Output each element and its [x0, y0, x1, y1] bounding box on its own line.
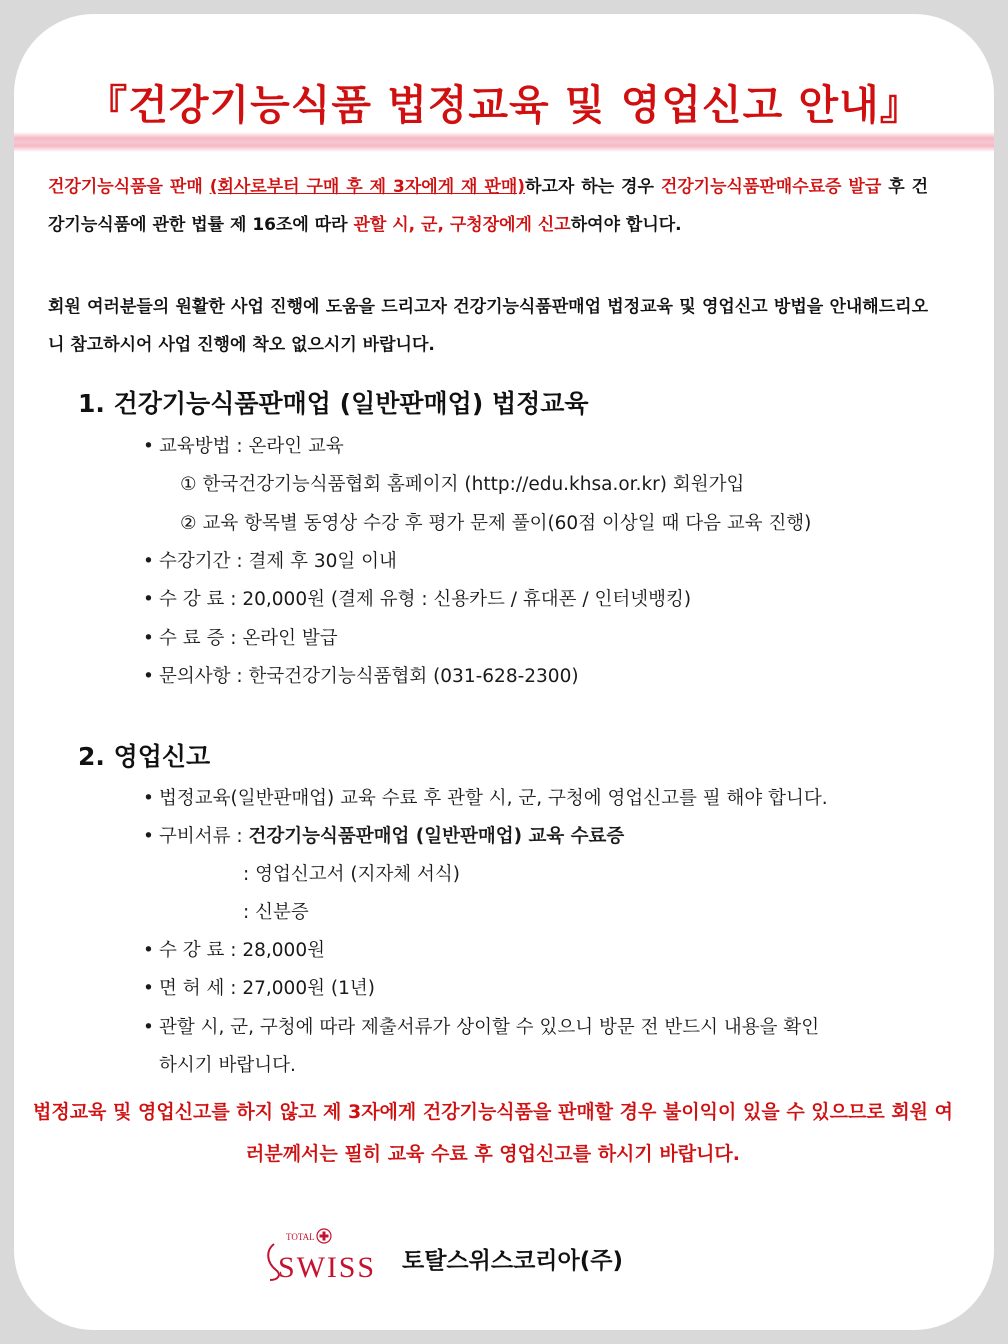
section2-item-note: • 관할 시, 군, 구청에 따라 제출서류가 상이할 수 있으니 방문 전 반드시 내용을 확인	[143, 1013, 819, 1039]
intro-text-3: 후 건강기능식품에 관한 법률 제 16조에 따라	[48, 177, 928, 235]
section2-item-fee: • 수 강 료 : 28,000원	[143, 936, 325, 962]
intro-text-red-1: 건강기능식품을 판매	[48, 177, 210, 197]
cross-icon	[317, 1229, 331, 1243]
section2-item-note-cont: 하시기 바랍니다.	[159, 1055, 296, 1076]
intro-paragraph-2: 회원 여러분들의 원활한 사업 진행에 도움을 드리고자 건강기능식품판매업 법정교육 및 영업신고 방법을 안내해드리오니 참고하시어 사업 진행에 착오 없으시기 바랍니다.	[48, 297, 928, 355]
intro-text-2: 하고자 하는 경우	[525, 177, 661, 197]
section1-item-method: • 교육방법 : 온라인 교육	[143, 432, 344, 458]
logo-main-text: SWISS	[278, 1251, 374, 1282]
section1-item-contact: • 문의사항 : 한국건강기능식품협회 (031-628-2300)	[143, 662, 579, 688]
section2-heading: 2. 영업신고	[78, 742, 211, 771]
logo-small-text: TOTAL	[286, 1232, 315, 1242]
section2-item-form: : 영업신고서 (지자체 서식)	[243, 864, 461, 885]
title-divider	[14, 132, 994, 152]
documents-certificate: 건강기능식품판매업 (일반판매업) 교육 수료증	[248, 826, 625, 847]
section1-item-certificate: • 수 료 증 : 온라인 발급	[143, 624, 338, 650]
section2-item-license-tax: • 면 허 세 : 27,000원 (1년)	[143, 974, 375, 1000]
intro-text-red-3: 관할 시, 군, 구청장에게 신고	[353, 215, 571, 235]
page-title: 『건강기능식품 법정교육 및 영업신고 안내』	[86, 81, 922, 129]
section1-item-period: • 수강기간 : 결제 후 30일 이내	[143, 547, 397, 573]
intro-text-underlined: (회사로부터 구매 후 제 3자에게 재 판매)	[209, 177, 526, 197]
intro-text-red-2: 건강기능식품판매수료증 발급	[660, 177, 882, 197]
intro-paragraph-1	[48, 168, 928, 244]
company-name: 토탈스위스코리아(주)	[402, 1248, 623, 1274]
section2-item-requirement: • 법정교육(일반판매업) 교육 수료 후 관할 시, 군, 구청에 영업신고를 필 해야 합니다.	[143, 784, 828, 810]
section1-item-step2: ② 교육 항목별 동영상 수강 후 평가 문제 풀이(60점 이상일 때 다음 교육 진행)	[180, 513, 812, 534]
section2-item-id: : 신분증	[243, 902, 309, 923]
documents-label: 구비서류 :	[159, 826, 249, 847]
section1-item-step1: ① 한국건강기능식품협회 홈페이지 (http://edu.khsa.or.kr) 회원가입	[180, 474, 745, 495]
section1-item-fee: • 수 강 료 : 20,000원 (결제 유형 : 신용카드 / 휴대폰 / 인터넷뱅킹)	[143, 585, 691, 611]
intro-text-4: 하여야 합니다.	[570, 215, 682, 235]
warning-notice: 법정교육 및 영업신고를 하지 않고 제 3자에게 건강기능식품을 판매할 경우 불이익이 있을 수 있으므로 회원 여러분께서는 필히 교육 수료 후 영업신고를 하시기 바랍니다.	[32, 1101, 954, 1165]
total-swiss-logo	[264, 1226, 378, 1282]
section1-heading: 1. 건강기능식품판매업 (일반판매업) 법정교육	[78, 389, 589, 418]
section2-item-documents	[143, 822, 624, 848]
